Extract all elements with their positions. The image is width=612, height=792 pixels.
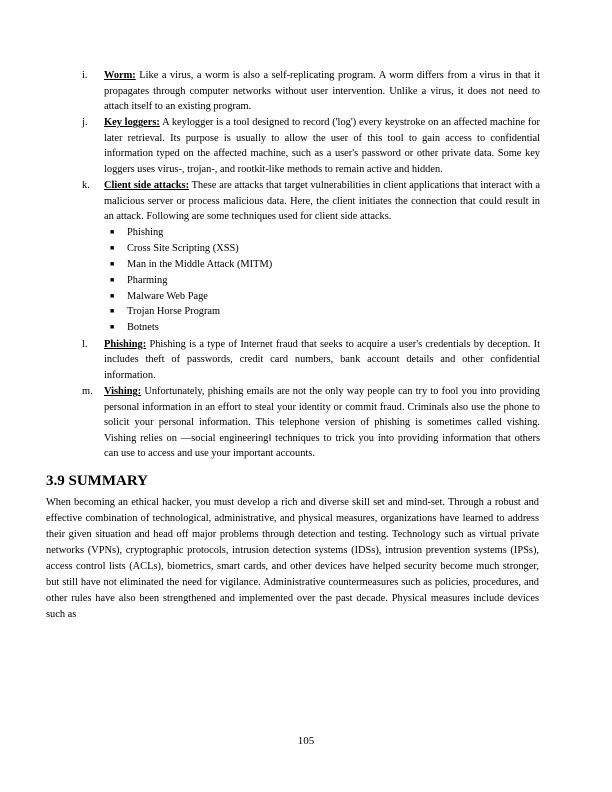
term-label: Key loggers: (104, 117, 160, 129)
technique-bullet-list (104, 225, 540, 336)
item-text: A keylogger is a tool designed to record ('log') every keystroke on an affected machine for later retrieval. Its purpose is usually to allow the user of this tool to gain access to confidential information typed on the affected machine, such as a user's password or other private data. Some key loggers uses virus-, trojan-, and rootkit-like methods to remain active and hidden. (104, 117, 540, 176)
list-item-phishing (74, 337, 540, 384)
list-marker: i. (82, 70, 88, 81)
document-page (46, 68, 540, 623)
bullet-item: ■ Trojan Horse Program (104, 304, 540, 320)
bullet-item: ■ Phishing (104, 225, 540, 241)
bullet-item: ■ Malware Web Page (104, 289, 540, 305)
list-item-key-loggers (74, 115, 540, 177)
square-bullet-icon: ■ (110, 307, 115, 316)
list-marker: l. (82, 338, 88, 350)
term-label: Client side attacks: (104, 180, 190, 192)
term-label: Phishing: (104, 338, 147, 350)
square-bullet-icon: ■ (110, 291, 115, 300)
page-number: 105 (297, 735, 315, 747)
list-marker: j. (82, 117, 88, 129)
square-bullet-icon: ■ (110, 243, 115, 252)
bullet-item: ■ Cross Site Scripting (XSS) (104, 241, 540, 257)
list-marker: k. (82, 180, 90, 192)
item-text: Unfortunately, phishing emails are not the only way people can try to fool you into providing personal information in an effort to steal your identity or commit fraud. Criminals also use the phone to solicit your personal information. This telephone version of phishing is sometimes called vishing. Vishing relies on —social engineering‖ techniques to trick you into providing information that others can use to access and use your important accounts. (104, 386, 540, 460)
item-text: These are attacks that target vulnerabilities in client applications that interact with a malicious server or process malicious data. Here, the client initiates the connection that could result in an attack. Following are some techniques used for client side attacks. (104, 180, 540, 223)
list-item-client-side-attacks (74, 178, 540, 336)
square-bullet-icon: ■ (110, 259, 115, 268)
item-text: Like a virus, a worm is also a self-replicating program. A worm differs from a virus in that it propagates through computer networks without user intervention. Unlike a virus, it does not need to attach itself to an existing program. (104, 70, 540, 113)
bullet-item: ■ Botnets (104, 320, 540, 336)
list-item-vishing (74, 384, 540, 462)
bullet-item: ■ Pharming (104, 273, 540, 289)
square-bullet-icon: ■ (110, 275, 115, 284)
item-text: Phishing is a type of Internet fraud that seeks to acquire a user's credentials by deception. It includes theft of passwords, credit card numbers, bank account details and other confidential information. (104, 338, 540, 381)
section-heading-summary: 3.9 SUMMARY (46, 473, 148, 490)
term-label: Vishing: (104, 386, 142, 398)
list-item-worm (74, 68, 540, 115)
bullet-item: ■ Man in the Middle Attack (MITM) (104, 257, 540, 273)
summary-paragraph: When becoming an ethical hacker, you must develop a rich and diverse skill set and mind-set. Through a robust and effective combination of technological, administrative, and physical measures, organizations have learned to address their given situation and head off major problems through detection and testing. Technology such as virtual private networks (VPNs), cryptographic protocols, intrusion detection systems (IDSs), intrusion prevention systems (IPSs), access control lists (ACLs), biometrics, smart cards, and other devices have helped security become much stronger, but still have not eliminated the need for vigilance. Administrative countermeasures such as policies, procedures, and other rules have also been strengthened and implemented over the past decade. Physical measures include devices such as (46, 497, 539, 621)
square-bullet-icon: ■ (110, 323, 115, 332)
list-marker: m. (82, 386, 93, 398)
square-bullet-icon: ■ (110, 227, 115, 236)
term-label: Worm: (104, 70, 136, 81)
